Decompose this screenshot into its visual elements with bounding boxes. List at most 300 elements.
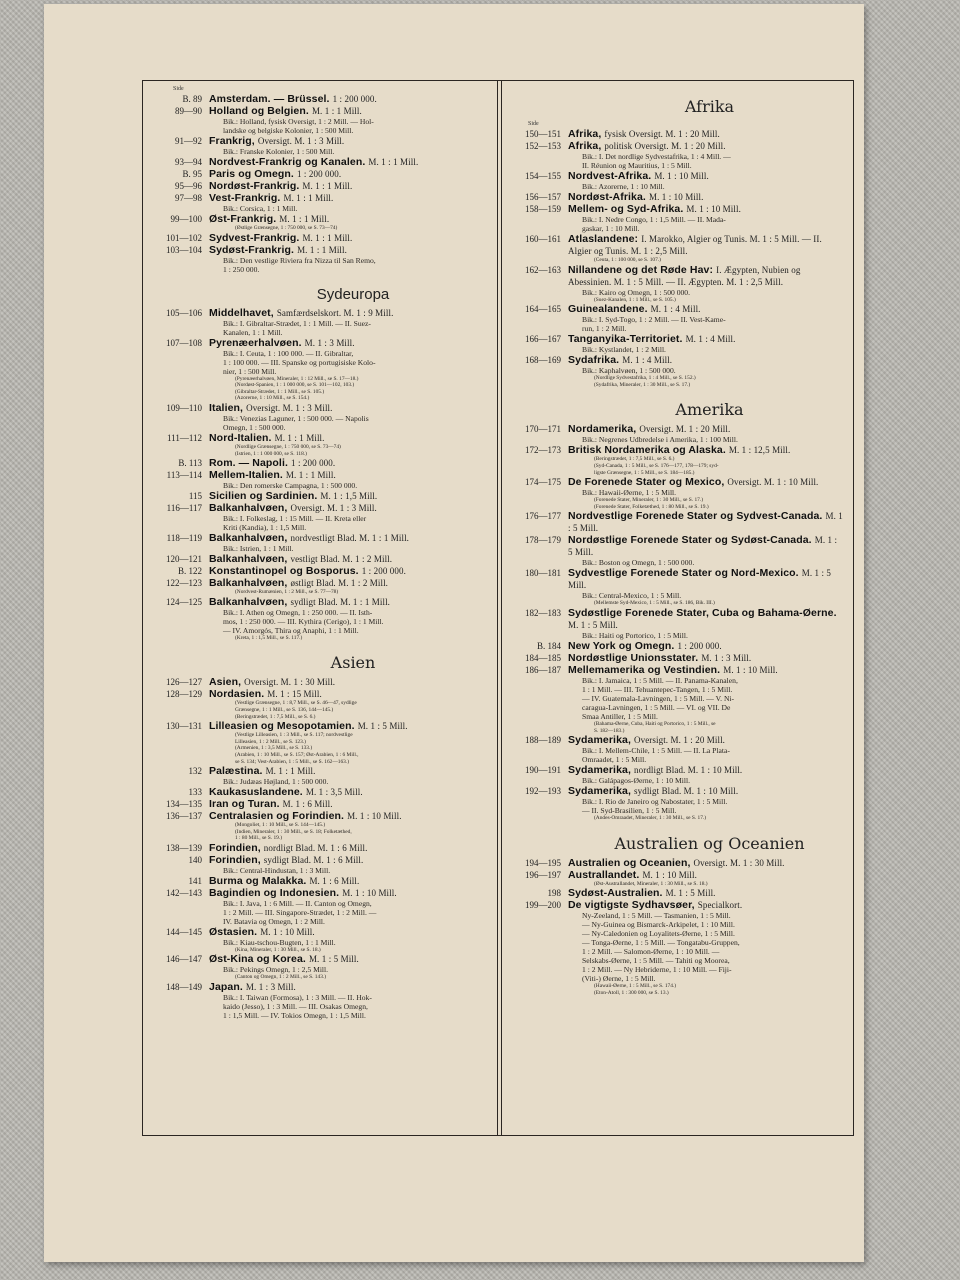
map-scale: M. 1 : 5 Mill.	[357, 721, 408, 732]
map-title: Balkanhalvøen,	[209, 595, 288, 608]
entry-body	[209, 720, 497, 765]
entry-title-line	[568, 303, 843, 315]
entry-body	[568, 734, 851, 764]
table-of-contents-frame	[142, 80, 854, 1136]
page-number: 95—96	[175, 181, 202, 191]
inset-map-line: — IV. Amorgós, Thira og Anaphi, 1 : 1 Mill.	[223, 625, 359, 635]
map-title: Balkanhalvøen,	[209, 553, 288, 566]
map-title: Sydamerika,	[568, 785, 631, 798]
map-entry	[502, 734, 851, 764]
page-number: 130—131	[166, 721, 202, 732]
inset-map-line: Bik.: I. Java, 1 : 6 Mill. — II. Canton og Omegn,	[223, 898, 372, 908]
entry-body	[568, 567, 851, 607]
map-scale: sydligt Blad. M. 1 : 1 Mill.	[290, 596, 391, 607]
entry-title-line	[568, 664, 843, 676]
inset-map-line: landske og belgiske Kolonier, 1 : 500 Mill.	[223, 126, 354, 135]
inset-map-line: Bik.: Central-Hindustan, 1 : 3 Mill.	[223, 865, 331, 875]
map-scale: M. 1 : 10 Mill.	[648, 192, 704, 202]
entry-body	[568, 534, 851, 567]
cross-reference-note: (Vestlige Grænsegne, 1 : 8,7 Mill., se S. 46—47, sydlige	[235, 700, 357, 707]
entry-title-line	[209, 786, 489, 798]
map-title: Nordvestlige Forenede Stater og Sydvest-Canada.	[568, 510, 823, 523]
inset-map-line: Bik.: I. Det nordlige Sydvestafrika, 1 : 4 Mill. —	[582, 152, 731, 161]
map-title: Atlaslandene:	[568, 233, 639, 245]
entry-body	[209, 981, 497, 1020]
entry-title-line	[568, 567, 843, 591]
inset-map-line: 1 : 1,5 Mill. — IV. Tokios Omegn, 1 : 1,5 Mill.	[223, 1011, 366, 1021]
page-number: 101—102	[166, 232, 202, 243]
cross-reference-note: se S. 134; Vest-Arabien, 1 : 5 Mill., se S. 162—163.)	[235, 758, 349, 765]
entry-body	[209, 786, 497, 798]
entry-title-line	[568, 887, 843, 899]
section-heading: Afrika	[684, 97, 735, 116]
inset-map-line: Bik.: Den romerske Campagna, 1 : 500 000.	[223, 481, 358, 491]
map-entry	[143, 798, 497, 810]
entry-title-line	[209, 307, 489, 319]
page-number: 103—104	[166, 244, 202, 255]
map-entry	[502, 191, 851, 203]
map-title: Sydøst-Australien.	[568, 887, 663, 900]
map-scale: nordligt Blad. M. 1 : 6 Mill.	[263, 842, 368, 853]
inset-map-line: Bik.: I. Syd-Togo, 1 : 2 Mill. — II. Vest-Kame-	[582, 315, 726, 325]
right-entry-list	[502, 97, 851, 997]
section-heading: Sydeuropa	[316, 285, 390, 303]
page-number: 186—187	[525, 664, 561, 675]
cross-reference-note: (Kreta, 1 : 1,5 Mill., se S. 117.)	[235, 634, 303, 641]
map-scale: M. 1 : 15 Mill.	[267, 689, 322, 700]
inset-map-line: Bik.: Istrien, 1 : 1 Mill.	[223, 544, 294, 554]
cross-reference-note: (Kina, Mineraler, 1 : 30 Mill., se S. 18.)	[235, 946, 321, 953]
inset-map-line: caragua-Lavningen, 1 : 5 Mill. — VI. og VII. De	[582, 702, 731, 712]
entry-title-line	[209, 553, 489, 565]
page-number: 132	[188, 766, 202, 777]
entry-body	[568, 128, 851, 140]
cross-reference-note: (Azorerne, 1 : 10 Mill., se S. 154.)	[235, 395, 310, 402]
entry-body	[209, 688, 497, 720]
entry-body	[568, 785, 851, 822]
map-entry	[143, 786, 497, 798]
inset-map-line: II. Réunion og Mauritius, 1 : 5 Mill.	[582, 161, 692, 170]
entry-body	[209, 232, 497, 244]
page-number: 93—94	[175, 157, 202, 167]
map-title: Australlandet.	[568, 868, 640, 881]
page-number: 113—114	[166, 470, 202, 481]
map-title: Tanganyika-Territoriet.	[568, 333, 683, 346]
map-title: Afrika,	[568, 128, 602, 140]
entry-body	[209, 854, 497, 875]
entry-body	[209, 337, 497, 402]
map-entry	[502, 785, 851, 822]
map-scale: østligt Blad. M. 1 : 2 Mill.	[290, 578, 389, 589]
entry-title-line	[568, 785, 843, 797]
page-number: 188—189	[525, 735, 561, 746]
map-title: Australien og Oceanien,	[568, 856, 691, 869]
inset-map-line: 1 : 2 Mill. — Ny Hebriderne, 1 : 10 Mill. — Fiji-	[582, 965, 732, 975]
right-column	[501, 81, 851, 1135]
map-title: Burma og Malakka.	[209, 874, 307, 887]
map-entry	[502, 423, 851, 444]
entry-body	[568, 333, 851, 354]
map-title: Iran og Turan.	[209, 798, 280, 811]
map-entry	[502, 476, 851, 510]
map-entry	[143, 981, 497, 1020]
entry-title-line	[568, 191, 843, 203]
inset-map-line: Bik.: Kystlandet, 1 : 2 Mill.	[582, 345, 666, 355]
entry-body	[209, 93, 497, 105]
cross-reference-note: (Beringstrædet, 1 : 7,5 Mill., se S. 6.)	[235, 713, 316, 720]
map-entry	[143, 469, 497, 490]
map-scale: Samfærdselskort. M. 1 : 9 Mill.	[276, 307, 394, 318]
map-entry	[143, 213, 497, 232]
entry-body	[568, 652, 851, 664]
map-entry	[143, 926, 497, 954]
map-scale: 1 : 200 000.	[332, 94, 377, 104]
map-scale: M. 1 : 1 Mill.	[274, 432, 325, 443]
inset-map-line: (Viti-) Øerne, 1 : 5 Mill.	[582, 974, 656, 984]
map-title: Afrika,	[568, 140, 602, 152]
inset-map-line: Bik.: Negrenes Udbredelse i Amerika, 1 : 100 Mill.	[582, 435, 738, 445]
map-entry	[143, 953, 497, 981]
cross-reference-note: (Mongoliet, 1 : 10 Mill., se S. 144—145.)	[235, 822, 326, 829]
entry-title-line	[209, 688, 489, 700]
map-title: Middelhavet,	[209, 306, 274, 319]
map-title: Nordamerika,	[568, 423, 637, 436]
map-title: Italien,	[209, 401, 244, 414]
map-title: Frankrig,	[209, 135, 255, 147]
entry-body	[209, 156, 497, 168]
map-entry	[143, 156, 497, 168]
map-scale: sydligt Blad. M. 1 : 10 Mill.	[634, 786, 739, 797]
cross-reference-note: (Istrien, 1 : 1 000 000, se S. 118.)	[235, 450, 307, 457]
map-title: Britisk Nordamerika og Alaska.	[568, 444, 726, 457]
page-number: 164—165	[525, 304, 561, 315]
map-scale: M. 1 : 5 Mill.	[568, 619, 618, 630]
map-title: Lilleasien og Mesopotamien.	[209, 720, 355, 733]
cross-reference-note: (Pyrenæerhalvøen, Mineraler, 1 : 12 Mill., se S. 17—18.)	[235, 375, 359, 382]
map-entry	[143, 596, 497, 642]
map-entry	[502, 764, 851, 785]
entry-title-line	[209, 490, 489, 502]
map-scale: Oversigt. M. 1 : 30 Mill.	[693, 857, 785, 868]
inset-map-line: Bik.: I. Ceuta, 1 : 100 000. — II. Gibraltar,	[223, 348, 354, 358]
map-entry	[502, 354, 851, 388]
map-scale: M. 1 : 1 Mill.	[302, 232, 353, 243]
page-number: 192—193	[525, 786, 561, 797]
map-scale: M. 1 : 1 Mill.	[368, 157, 419, 167]
map-scale: M. 1 : 1,5 Mill.	[320, 491, 378, 502]
entry-body	[209, 457, 497, 469]
map-entry	[143, 168, 497, 180]
page-number: 133	[188, 787, 202, 798]
inset-map-line: — Ny-Caledonien og Loyalitets-Øerne, 1 : 5 Mill.	[582, 929, 735, 939]
map-title: Forindien,	[209, 853, 261, 866]
map-scale: M. 1 : 4 Mill.	[650, 304, 701, 315]
entry-title-line	[568, 899, 843, 911]
cross-reference-note: (Mellemste Syd-Mexico, 1 : 5 Mill., se S. 186, Bik. III.)	[594, 600, 715, 607]
entry-body	[209, 192, 497, 213]
page-number: 166—167	[525, 334, 561, 345]
page-number: 111—112	[167, 432, 202, 443]
map-title: Sydvest-Frankrig.	[209, 231, 300, 244]
page-number: 107—108	[166, 337, 202, 348]
map-scale: sydligt Blad. M. 1 : 6 Mill.	[263, 854, 364, 865]
entry-title-line	[568, 170, 843, 182]
map-scale: Oversigt. M. 1 : 30 Mill.	[244, 677, 336, 688]
cross-reference-note: (Nordvest-Rumænien, 1 : 2 Mill., se S. 77—78)	[235, 589, 339, 596]
page-number: 162—163	[525, 264, 561, 275]
inset-map-line: 1 : 100 000. — III. Spanske og portugisiske Kolo-	[223, 357, 376, 367]
map-entry	[143, 105, 497, 135]
cross-reference-note: (Nordøst-Spanien, 1 : 1 000 000, se S. 101—102, 103.)	[235, 382, 355, 389]
entry-title-line	[209, 765, 489, 777]
inset-map-line: 1 : 250 000.	[223, 264, 260, 274]
entry-body	[209, 926, 497, 954]
map-entry	[143, 854, 497, 875]
page-number: 150—151	[525, 129, 561, 139]
map-title: Palæstina.	[209, 765, 263, 778]
map-entry	[143, 720, 497, 765]
inset-map-line: Bik.: Hawaii-Øerne, 1 : 5 Mill.	[582, 488, 677, 498]
entry-body	[209, 213, 497, 232]
left-column	[143, 81, 498, 1135]
map-title: Pyrenæerhalvøen.	[209, 336, 302, 349]
entry-title-line	[568, 333, 843, 345]
page-number: 156—157	[525, 192, 561, 202]
map-scale: M. 1 : 1 Mill.	[279, 214, 330, 224]
entry-body	[209, 502, 497, 532]
cross-reference-note: (Sydafrika, Mineraler, 1 : 30 Mill., se S. 17.)	[594, 381, 691, 388]
entry-title-line	[568, 869, 843, 881]
map-title: Nillandene og det Røde Hav:	[568, 263, 714, 276]
inset-map-line: mos, 1 : 250 000. — III. Kythira (Cerigo), 1 : 1 Mill.	[223, 616, 384, 626]
cross-reference-note: (Suez-Kanalen, 1 : 1 Mill., se S. 105.)	[594, 296, 676, 303]
map-title: New York og Omegn.	[568, 639, 675, 652]
entry-title-line	[209, 192, 489, 204]
side-header: Side	[528, 121, 539, 127]
entry-title-line	[568, 534, 843, 558]
page-number: 142—143	[166, 887, 202, 898]
cross-reference-note: (Arabien, 1 : 10 Mill., se S. 157; Øst-Arabien, 1 : 6 Mill.,	[235, 751, 359, 758]
inset-map-line: Bik.: I. Nedre Congo, 1 : 1,5 Mill. — II. Mada-	[582, 215, 726, 224]
cross-reference-note: (Eton-Atoll, 1 : 300 000, se S. 13.)	[594, 989, 669, 996]
entry-body	[568, 203, 851, 233]
cross-reference-note: ligste Grænsegne, 1 : 5 Mill., se S. 184—185.)	[594, 469, 695, 476]
map-scale: Specialkort.	[697, 900, 743, 911]
map-entry	[502, 333, 851, 354]
map-entry	[143, 307, 497, 337]
map-scale: M. 1 : 3 Mill.	[701, 652, 752, 663]
map-scale: M. 1 : 3 Mill.	[245, 982, 296, 993]
map-entry	[143, 337, 497, 402]
inset-map-line: nier, 1 : 500 Mill.	[223, 366, 277, 376]
map-entry	[143, 402, 497, 432]
entry-title-line	[209, 93, 489, 105]
cross-reference-note: (Østlige Grænsegne, 1 : 750 000, se S. 73—74)	[235, 225, 338, 231]
entry-title-line	[568, 128, 843, 140]
entry-title-line	[568, 652, 843, 664]
entry-body	[209, 490, 497, 502]
entry-body	[209, 105, 497, 135]
map-title: Nord-Italien.	[209, 431, 272, 444]
page-number: 115	[188, 491, 202, 502]
map-entry	[143, 532, 497, 553]
inset-map-line: kaido (Jesso), 1 : 3 Mill. — III. Osakas Omegn,	[223, 1002, 368, 1012]
map-title: Øst-Frankrig.	[209, 213, 277, 225]
entry-body	[209, 553, 497, 565]
inset-map-line: Bik.: Kaphalvøen, 1 : 500 000.	[582, 366, 676, 376]
map-scale: M. 1 : 4 Mill.	[622, 355, 673, 366]
entry-title-line	[209, 887, 489, 899]
entry-body	[568, 887, 851, 899]
map-scale: nordvestligt Blad. M. 1 : 1 Mill.	[290, 533, 410, 544]
cross-reference-note: (Nordlige Grænsegne, 1 : 750 000, se S. 73—74)	[235, 443, 341, 450]
entry-title-line	[568, 233, 843, 257]
inset-map-line: Bik.: Judæas Højland, 1 : 500 000.	[223, 777, 329, 787]
inset-map-line: Bik.: Central-Mexico, 1 : 5 Mill.	[582, 591, 682, 601]
page-number: 146—147	[166, 954, 202, 965]
page-number: 118—119	[166, 533, 202, 544]
entry-title-line	[209, 596, 489, 608]
entry-body	[209, 432, 497, 457]
entry-body	[568, 857, 851, 869]
map-entry	[143, 457, 497, 469]
map-title: Sicilien og Sardinien.	[209, 490, 318, 503]
entry-title-line	[209, 502, 489, 514]
inset-map-line: Bik.: I. Athen og Omegn, 1 : 250 000. — II. Isth-	[223, 607, 373, 617]
entry-title-line	[568, 734, 843, 746]
map-entry	[502, 899, 851, 996]
inset-map-line: Omegn, 1 : 500 000.	[223, 422, 286, 432]
map-title: Nordasien.	[209, 688, 265, 701]
entry-title-line	[568, 444, 843, 456]
inset-map-line: Bik.: Franske Kolonier, 1 : 500 Mill.	[223, 147, 335, 156]
inset-map-line: Bik.: Holland, fysisk Oversigt, 1 : 2 Mill. — Hol-	[223, 117, 374, 126]
page-number: 126—127	[166, 677, 202, 688]
atlas-page	[44, 4, 864, 1262]
map-entry	[502, 444, 851, 476]
entry-title-line	[209, 337, 489, 349]
entry-title-line	[209, 798, 489, 810]
map-title: Balkanhalvøen,	[209, 502, 288, 515]
map-title: Mellem-Italien.	[209, 469, 283, 482]
entry-body	[568, 764, 851, 785]
entry-title-line	[568, 510, 843, 534]
entry-body	[209, 875, 497, 887]
map-title: Sydamerika,	[568, 764, 631, 777]
inset-map-line: Kanalen, 1 : 1 Mill.	[223, 327, 283, 337]
cross-reference-note: (Armenien, 1 : 3,5 Mill., se S. 133.)	[235, 745, 313, 752]
entry-title-line	[568, 264, 843, 288]
cross-reference-note: Lilleasien, 1 : 2 Mill., se S. 123.)	[235, 738, 306, 745]
cross-reference-note: (Canton og Omegn, 1 : 2 Mill., se S. 143.)	[235, 974, 327, 981]
cross-reference-note: (Øst-Australlandet, Mineraler, 1 : 30 Mill., se S. 18.)	[594, 880, 708, 887]
entry-body	[209, 532, 497, 553]
inset-map-line: IV. Batavia og Omegn, 1 : 2 Mill.	[223, 916, 325, 926]
cross-reference-note: (Forenede Stater, Folketæthed, 1 : 80 Mill., se S. 19.)	[594, 503, 709, 510]
cross-reference-note: (Ceuta, 1 : 100 000, se S. 107.)	[594, 257, 661, 263]
map-scale: politisk Oversigt. M. 1 : 20 Mill.	[604, 141, 726, 151]
page-number: 89—90	[175, 106, 202, 116]
map-scale: M. 1 : 3,5 Mill.	[305, 787, 363, 798]
inset-map-line: Kriti (Kandia), 1 : 1,5 Mill.	[223, 523, 307, 533]
entry-body	[568, 607, 851, 640]
entry-body	[209, 469, 497, 490]
entry-body	[209, 953, 497, 981]
entry-title-line	[209, 720, 489, 732]
page-number: B. 113	[178, 458, 202, 469]
entry-body	[209, 180, 497, 192]
map-title: Nordøst-Afrika.	[568, 191, 646, 203]
entry-title-line	[568, 640, 843, 652]
map-title: Sydøstlige Forenede Stater, Cuba og Bahama-Øerne.	[568, 606, 837, 619]
entry-title-line	[209, 469, 489, 481]
map-title: Paris og Omegn.	[209, 168, 294, 180]
inset-map-line: gaskar, 1 : 10 Mill.	[582, 224, 640, 233]
page-number: 174—175	[525, 477, 561, 488]
page-number: 158—159	[525, 204, 561, 214]
map-title: De Forenede Stater og Mexico,	[568, 476, 725, 489]
page-number: 124—125	[166, 596, 202, 607]
inset-map-line: Bik.: Pekings Omegn, 1 : 2,5 Mill.	[223, 965, 329, 975]
entry-title-line	[209, 875, 489, 887]
page-number: 160—161	[525, 234, 561, 244]
map-entry	[143, 887, 497, 926]
map-scale: M. 1 : 5 Mill.	[568, 568, 832, 591]
map-entry	[502, 140, 851, 170]
map-entry	[143, 842, 497, 854]
inset-map-line: Selskabs-Øerne, 1 : 5 Mill. — Tahiti og Moorea,	[582, 956, 730, 966]
page-number: 138—139	[166, 842, 202, 853]
map-entry	[143, 875, 497, 887]
entry-body	[568, 354, 851, 388]
map-scale: Oversigt. M. 1 : 20 Mill.	[634, 735, 726, 746]
map-entry	[143, 810, 497, 842]
inset-map-line: Bik.: Kairo og Omegn, 1 : 500 000.	[582, 287, 690, 297]
entry-body	[209, 565, 497, 577]
inset-map-line: Bik.: I. Folkeslag, 1 : 15 Mill. — II. Kreta eller	[223, 514, 367, 524]
page-number: 120—121	[166, 554, 202, 565]
section-heading: Asien	[330, 653, 376, 673]
map-entry	[143, 676, 497, 688]
entry-title-line	[209, 105, 489, 117]
entry-title-line	[568, 857, 843, 869]
map-scale: M. 1 : 10 Mill.	[686, 204, 741, 214]
map-scale: 1 : 200 000.	[296, 169, 342, 179]
inset-map-line: 1 : 2 Mill. — Salomon-Øerne, 1 : 10 Mill. —	[582, 947, 720, 957]
map-scale: M. 1 : 4 Mill.	[685, 334, 736, 345]
cross-reference-note: (Andes-Omraadet, Mineraler, 1 : 30 Mill., se S. 17.)	[594, 815, 707, 822]
map-entry	[502, 607, 851, 640]
page-number: 154—155	[525, 171, 561, 181]
map-scale: M. 1 : 6 Mill.	[309, 875, 360, 886]
map-entry	[502, 203, 851, 233]
inset-map-line: Omraadet, 1 : 5 Mill.	[582, 755, 647, 765]
inset-map-line: Ny-Zeeland, 1 : 5 Mill. — Tasmanien, 1 : 5 Mill.	[582, 911, 731, 921]
entry-title-line	[209, 842, 489, 854]
map-scale: M. 1 : 12,5 Mill.	[728, 445, 791, 456]
map-entry	[502, 567, 851, 607]
map-scale: M. 1 : 10 Mill.	[342, 887, 397, 898]
inset-map-line: Bik.: Kiau-tschou-Bugten, 1 : 1 Mill.	[223, 937, 336, 947]
entry-body	[209, 765, 497, 786]
map-entry	[502, 264, 851, 304]
map-title: Nordvest-Frankrig og Kanalen.	[209, 156, 366, 168]
page-number: 194—195	[525, 857, 561, 868]
map-title: Konstantinopel og Bosporus.	[209, 565, 359, 578]
entry-body	[209, 596, 497, 642]
map-scale: 1 : 200 000.	[677, 640, 722, 651]
page-number: 105—106	[166, 307, 202, 318]
